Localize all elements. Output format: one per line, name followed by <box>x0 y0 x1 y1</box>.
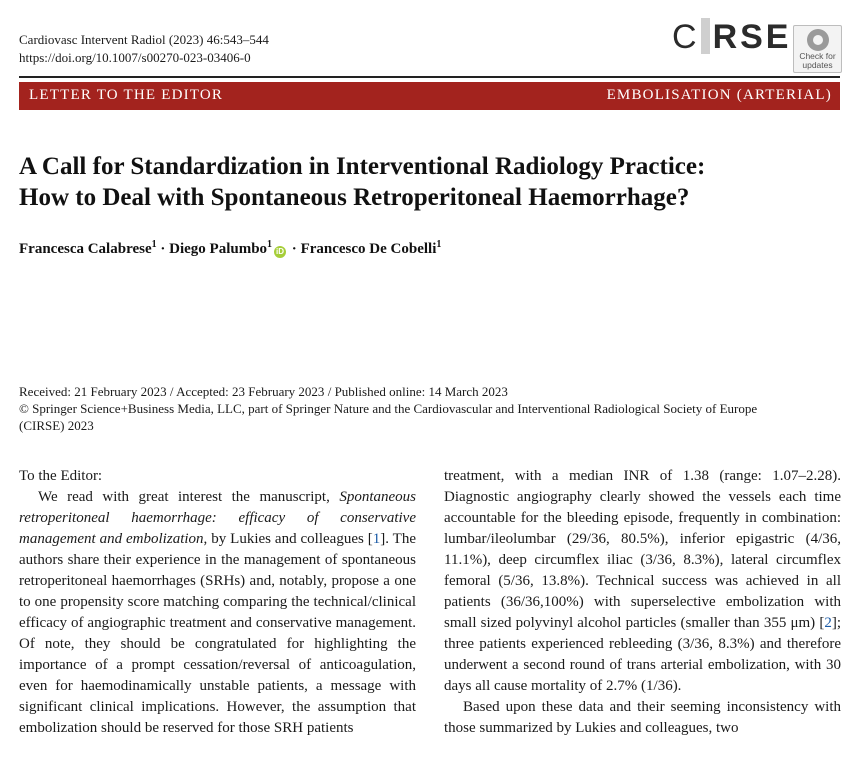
author-affiliation: 1 <box>151 239 157 250</box>
article-type-banner <box>19 82 840 110</box>
author-name[interactable]: Francesco De Cobelli <box>300 241 437 257</box>
check-for-updates-badge[interactable] <box>793 25 842 73</box>
cited-title: Spontaneous retroperitoneal haemorrhage: efficacy of conservative management and embolization <box>19 489 416 547</box>
cirse-logo <box>672 18 791 57</box>
body-paragraph: Based upon these data and their seeming inconsistency with those summarized by Lukies and colleagues, two <box>444 699 841 736</box>
article-category: EMBOLISATION (ARTERIAL) <box>606 87 832 103</box>
updates-icon <box>807 29 829 51</box>
journal-citation: Cardiovasc Intervent Radiol (2023) 46:543–544 <box>19 32 269 47</box>
text-run: treatment, with a median INR of 1.38 (range: 1.07–2.28). Diagnostic angiography clearly showed the vessels each time accountable for the bleeding episode, frequently in combination: lumbar/ileolumbar (29/36, 80.5%), inferior epigastric (4/36, 11.1%), deep circumflex iliac (3/36, 8.3%), lateral circumflex femoral (5/36, 13.8%). Technical success was achieved in all patients (36/36,100%) with superselective embolization with small sized polyvinyl alcohol particles (smaller than 355 μm) [ <box>444 468 841 631</box>
body-column-left <box>19 466 416 739</box>
journal-header <box>19 31 269 67</box>
author-affiliation: 1 <box>436 239 442 250</box>
author-separator: · <box>156 241 170 257</box>
body-paragraph <box>19 487 416 739</box>
published-date: Published online: 14 March 2023 <box>334 384 508 399</box>
text-run: We read with great interest the manuscript, <box>38 489 340 505</box>
author-list <box>19 239 441 258</box>
body-column-right <box>444 466 841 739</box>
author-name[interactable]: Diego Palumbo <box>169 241 268 257</box>
author-separator: · <box>288 241 301 257</box>
body-paragraph <box>444 466 841 697</box>
article-dates: Received: 21 February 2023 / Accepted: 23 February 2023 / Published online: 14 March 2023 © Springer Science+Business Media, LLC, part of Springer Nature and the Cardiovascular and Interventional Radiological Society of Europe (CIRSE) 2023 <box>19 383 844 434</box>
accepted-date: Accepted: 23 February 2023 <box>176 384 325 399</box>
title-line-2: How to Deal with Spontaneous Retroperitoneal Haemorrhage? <box>19 184 690 211</box>
article-title <box>19 151 839 213</box>
updates-line2: updates <box>802 60 833 70</box>
author-name[interactable]: Francesca Calabrese <box>19 241 152 257</box>
salutation: To the Editor: <box>19 468 103 484</box>
header-rule <box>19 76 840 78</box>
author-affiliation: 1 <box>267 239 273 250</box>
logo-bar <box>701 18 710 54</box>
copyright-line-2: (CIRSE) 2023 <box>19 418 94 433</box>
text-run: ]. The authors share their experience in the management of spontaneous retroperitoneal haemorrhages (SRHs) and, notably, propose a one to one propensity score matching comparing the technical/clinical efficacy of angiographic treatment and conservative management. Of note, they should be congratulated for highlighting the importance of a prompt cessation/reversal of anticoagulation, even for haemodinamically unstable patients, a message with significant clinical implications. However, the assumption that embolization should be reserved for those SRH patients <box>19 531 416 736</box>
reference-link[interactable]: 1 <box>372 531 381 547</box>
received-date: Received: 21 February 2023 <box>19 384 167 399</box>
logo-letters-rse: RSE <box>712 18 792 56</box>
updates-line1: Check for <box>799 51 836 61</box>
doi-link[interactable]: https://doi.org/10.1007/s00270-023-03406-0 <box>19 50 251 65</box>
text-run: , by Lukies and colleagues [ <box>203 531 373 547</box>
article-type: LETTER TO THE EDITOR <box>29 87 224 103</box>
title-line-1: A Call for Standardization in Interventional Radiology Practice: <box>19 153 706 180</box>
orcid-icon[interactable]: iD <box>276 247 285 256</box>
text-run: ]; three patients experienced rebleeding (3/36, 8.3%) and therefore underwent a second round of trans arterial embolization, with 30 days all cause mortality of 2.7% (1/36). <box>444 615 841 694</box>
copyright-line-1: © Springer Science+Business Media, LLC, part of Springer Nature and the Cardiovascular and Interventional Radiological Society of Europe <box>19 401 758 416</box>
logo-letter-c: C <box>672 18 700 56</box>
reference-link[interactable]: 2 <box>824 615 832 631</box>
